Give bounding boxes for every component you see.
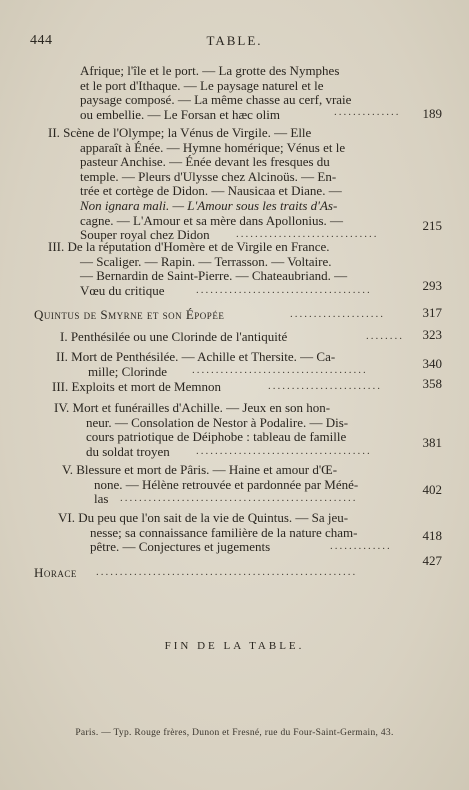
toc-page-number: 317	[422, 305, 442, 320]
toc-entry-vi-quintus	[58, 511, 357, 555]
toc-line: las	[94, 491, 109, 507]
leader-dots: ..................................................	[120, 492, 358, 504]
toc-line: VI. Du peu que l'on sait de la vie de Quintus. — Sa jeu-	[58, 510, 349, 525]
leader-dots: .....................................	[192, 364, 368, 376]
running-head: TABLE.	[206, 33, 263, 48]
toc-line: du soldat troyen	[86, 443, 170, 459]
toc-line: neur. — Consolation de Nestor à Podalire. — Dis-	[86, 414, 349, 430]
leader-dots: ....................	[290, 308, 385, 320]
toc-entry-continuation	[80, 64, 351, 122]
toc-line: et le port d'Ithaque. — Le paysage naturel et le	[80, 77, 324, 93]
leader-dots: ........	[366, 330, 404, 342]
leader-dots: .............	[330, 540, 392, 552]
toc-entry-iii-memnon	[52, 380, 221, 395]
printer-imprint: Paris. — Typ. Rouge frères, Dunon et Fresné, rue du Four-Saint-Germain, 43.	[75, 728, 394, 738]
end-of-table-label: FIN DE LA TABLE.	[164, 640, 305, 652]
toc-line: II. Mort de Penthésilée. — Achille et Thersite. — Ca-	[56, 349, 336, 364]
toc-page-number: 418	[422, 528, 442, 543]
toc-page-number: 381	[422, 435, 442, 450]
toc-page-number: 427	[422, 553, 442, 568]
toc-line: nesse; sa connaissance familière de la nature cham-	[90, 524, 358, 540]
toc-line: III. Exploits et mort de Memnon	[52, 379, 221, 394]
toc-line: I. Penthésilée ou une Clorinde de l'antiquité	[60, 329, 288, 344]
toc-page-number: 358	[422, 376, 442, 391]
toc-line: IV. Mort et funérailles d'Achille. — Jeux en son hon-	[54, 400, 331, 415]
toc-page-number: 293	[422, 278, 442, 293]
toc-line: apparaît à Énée. — Hymne homérique; Vénus et le	[80, 139, 346, 155]
toc-line: pasteur Anchise. — Énée devant les fresques du	[80, 154, 330, 170]
toc-line: temple. — Pleurs d'Ulysse chez Alcinoüs. — En-	[80, 168, 337, 184]
toc-page-number: 402	[422, 482, 442, 497]
toc-page-number: 189	[422, 106, 442, 121]
toc-section-quintus	[34, 308, 224, 323]
toc-line: pêtre. — Conjectures et jugements	[90, 539, 271, 555]
toc-section-horace	[34, 566, 77, 581]
toc-line: mille; Clorinde	[88, 363, 168, 379]
toc-line: II. Scène de l'Olympe; la Vénus de Virgile. — Elle	[48, 125, 312, 140]
leader-dots: .....................................	[196, 284, 372, 296]
toc-line: Vœu du critique	[80, 282, 165, 298]
toc-line: cours patriotique de Déiphobe : tableau de famille	[86, 429, 347, 445]
toc-line: trée et cortège de Didon. — Nausicaa et Diane. —	[80, 183, 342, 199]
toc-line: V. Blessure et mort de Pâris. — Haine et amour d'Œ-	[62, 462, 338, 477]
toc-line: Horace	[34, 565, 77, 580]
toc-entry-i-penthesilee	[60, 330, 287, 345]
toc-line: Quintus de Smyrne et son Épopée	[34, 307, 225, 322]
toc-page-number: 340	[422, 356, 442, 371]
page-number: 444	[30, 33, 53, 48]
toc-line: ou embellie. — Le Forsan et hæc olim	[80, 106, 281, 122]
leader-dots: .......................................................	[96, 566, 358, 578]
toc-line: Afrique; l'île et le port. — La grotte des Nymphes	[80, 63, 340, 78]
toc-line: — Scaliger. — Rapin. — Terrasson. — Voltaire.	[80, 253, 332, 269]
toc-line: Non ignara mali. — L'Amour sous les traits d'As-	[80, 197, 338, 213]
leader-dots: ..............	[334, 106, 401, 118]
leader-dots: ........................	[268, 380, 382, 392]
toc-line: Souper royal chez Didon	[80, 227, 210, 243]
toc-line: — Bernardin de Saint-Pierre. — Chateaubriand. —	[80, 268, 348, 284]
toc-page-number: 215	[422, 218, 442, 233]
leader-dots: ..............................	[236, 228, 379, 240]
toc-line: paysage composé. — La même chasse au cerf, vraie	[80, 92, 352, 108]
toc-page-number: 323	[422, 327, 442, 342]
toc-line: III. De la réputation d'Homère et de Virgile en France.	[48, 239, 330, 254]
leader-dots: .....................................	[196, 445, 372, 457]
toc-line: cagne. — L'Amour et sa mère dans Apollonius. —	[80, 212, 344, 228]
toc-line: none. — Hélène retrouvée et pardonnée par Méné-	[94, 476, 359, 492]
toc-entry-ii-olympe	[48, 126, 345, 243]
